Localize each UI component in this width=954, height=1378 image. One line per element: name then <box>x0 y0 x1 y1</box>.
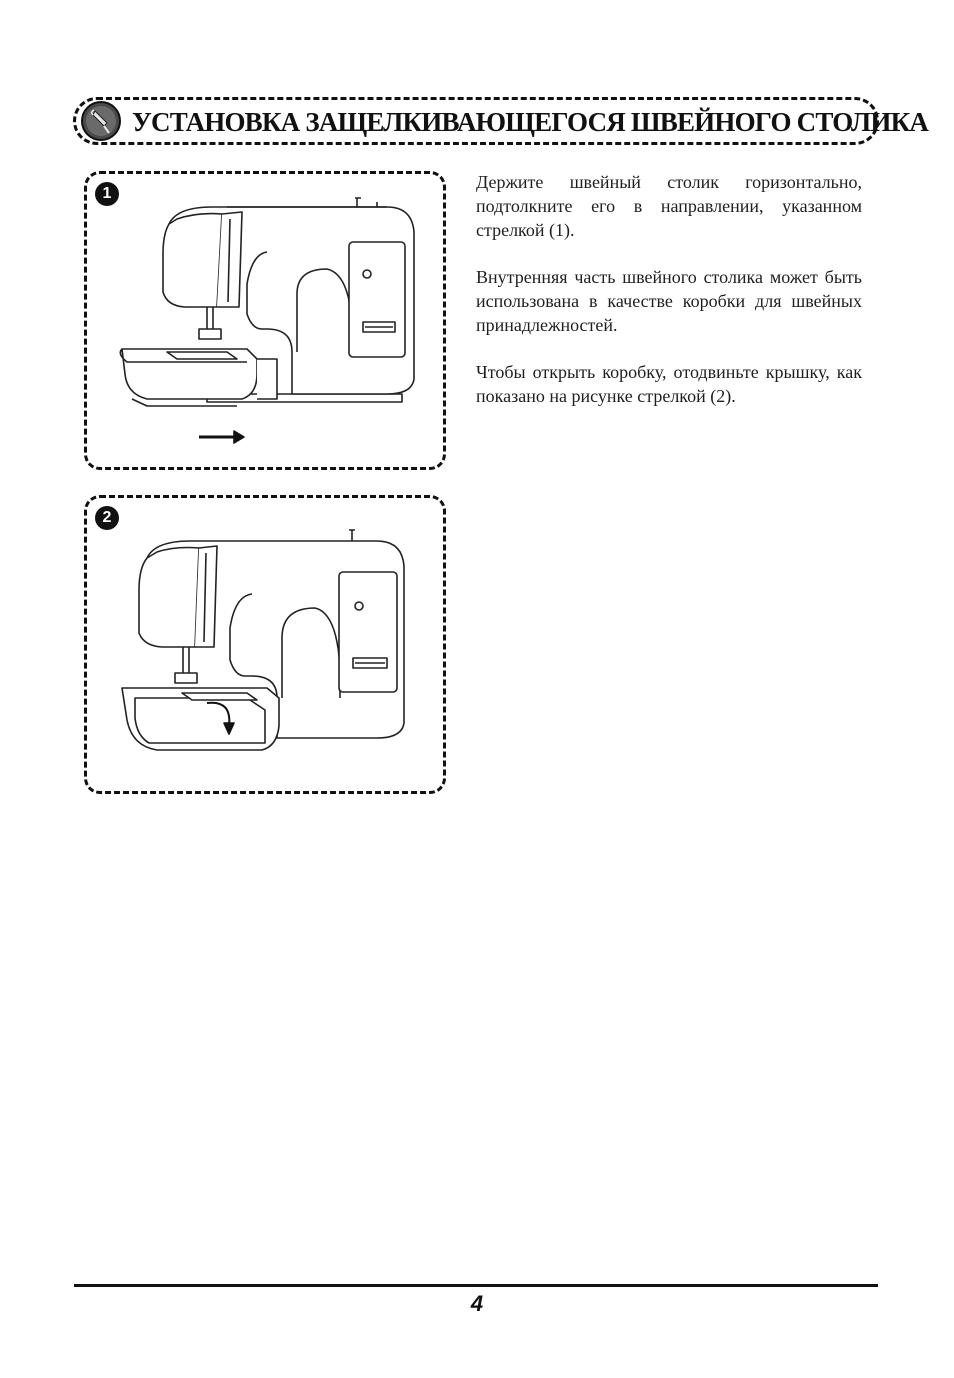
page-number: 4 <box>470 1291 484 1316</box>
instructions-text <box>476 170 862 431</box>
step-badge: 1 <box>95 182 119 206</box>
figure-step-1 <box>84 171 446 470</box>
paragraph-3: Чтобы открыть коробку, отодвиньте крышку, как показано на рисунке стрелкой (2). <box>476 362 862 406</box>
info-pin-icon <box>80 100 122 142</box>
page-title: УСТАНОВКА ЗАЩЕЛКИВАЮЩЕГОСЯ ШВЕЙНОГО СТОЛИКА <box>132 107 929 137</box>
step-badge: 2 <box>95 506 119 530</box>
footer-divider <box>74 1284 878 1287</box>
paragraph-2: Внутренняя часть швейного столика может быть использована в качестве коробки для швейных принадлежностей. <box>476 267 862 335</box>
sewing-machine-icon <box>87 174 443 467</box>
paragraph-1: Держите швейный столик горизонтально, подтолкните его в направлении, указанном стрелкой (1). <box>476 172 862 240</box>
sewing-machine-icon <box>87 498 443 791</box>
figure-step-2 <box>84 495 446 794</box>
